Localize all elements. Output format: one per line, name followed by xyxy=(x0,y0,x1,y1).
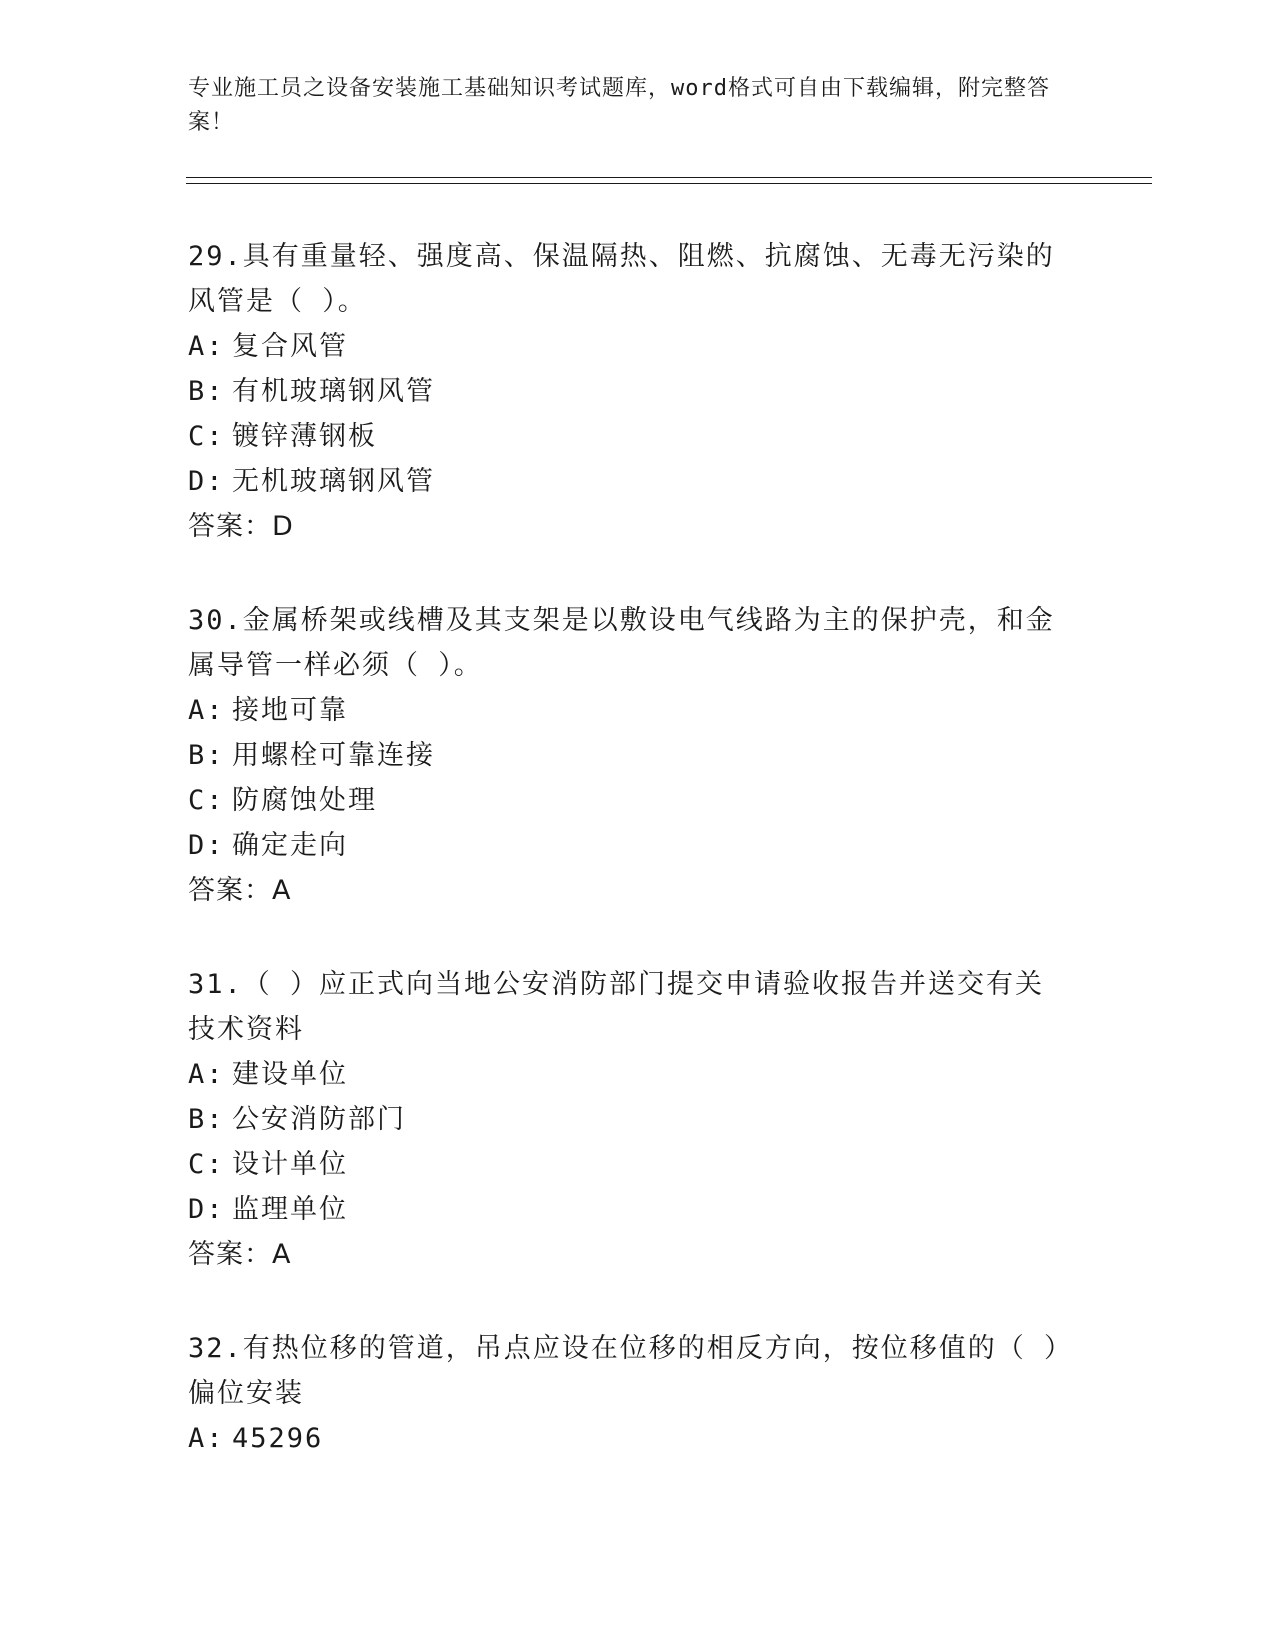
option-letter: D: xyxy=(188,1194,225,1225)
question-29 xyxy=(188,234,1068,550)
option-text: 确定走向 xyxy=(232,830,348,861)
option-b xyxy=(188,369,1068,414)
option-text: 复合风管 xyxy=(232,331,348,362)
question-stem: 29.具有重量轻、强度高、保温隔热、阻燃、抗腐蚀、无毒无污染的风管是（ ）。 xyxy=(188,241,1055,317)
option-letter: B: xyxy=(188,1104,225,1135)
option-text: 防腐蚀处理 xyxy=(232,785,377,816)
header-divider-bottom xyxy=(186,183,1152,184)
answer-label: 答案： xyxy=(188,511,272,542)
option-text: 建设单位 xyxy=(232,1059,348,1090)
answer-line xyxy=(188,504,1068,550)
option-letter: B: xyxy=(188,376,225,407)
option-a xyxy=(188,324,1068,369)
option-text: 用螺栓可靠连接 xyxy=(232,740,435,771)
question-stem: 30.金属桥架或线槽及其支架是以敷设电气线路为主的保护壳，和金属导管一样必须（ ）。 xyxy=(188,605,1055,681)
option-text: 设计单位 xyxy=(232,1149,348,1180)
option-c xyxy=(188,1142,1068,1187)
header-text: 专业施工员之设备安装施工基础知识考试题库，word格式可自由下载编辑，附完整答案！ xyxy=(188,76,1050,135)
header-divider-top xyxy=(186,177,1152,178)
question-31 xyxy=(188,962,1068,1278)
option-a xyxy=(188,688,1068,733)
option-letter: A: xyxy=(188,1059,225,1090)
option-letter: C: xyxy=(188,421,225,452)
answer-value: A xyxy=(272,1239,292,1270)
option-letter: B: xyxy=(188,740,225,771)
document-header xyxy=(188,72,1068,140)
option-c xyxy=(188,414,1068,459)
answer-line xyxy=(188,868,1068,914)
option-text: 监理单位 xyxy=(232,1194,348,1225)
option-text: 有机玻璃钢风管 xyxy=(232,376,435,407)
option-d xyxy=(188,1187,1068,1232)
option-letter: A: xyxy=(188,331,225,362)
answer-label: 答案： xyxy=(188,1239,272,1270)
option-b xyxy=(188,1097,1068,1142)
option-d xyxy=(188,823,1068,868)
option-text: 公安消防部门 xyxy=(232,1104,406,1135)
option-a xyxy=(188,1416,1068,1461)
option-text: 45296 xyxy=(232,1423,324,1454)
option-letter: D: xyxy=(188,830,225,861)
option-d xyxy=(188,459,1068,504)
answer-value: A xyxy=(272,875,292,906)
option-letter: A: xyxy=(188,1423,225,1454)
option-text: 镀锌薄钢板 xyxy=(232,421,377,452)
question-30 xyxy=(188,598,1068,914)
answer-line xyxy=(188,1232,1068,1278)
answer-value: D xyxy=(272,511,294,542)
question-stem: 31.（ ）应正式向当地公安消防部门提交申请验收报告并送交有关技术资料 xyxy=(188,969,1045,1045)
option-text: 无机玻璃钢风管 xyxy=(232,466,435,497)
question-32 xyxy=(188,1326,1068,1461)
option-letter: D: xyxy=(188,466,225,497)
answer-label: 答案： xyxy=(188,875,272,906)
option-text: 接地可靠 xyxy=(232,695,348,726)
option-letter: C: xyxy=(188,785,225,816)
option-letter: A: xyxy=(188,695,225,726)
option-letter: C: xyxy=(188,1149,225,1180)
option-a xyxy=(188,1052,1068,1097)
option-b xyxy=(188,733,1068,778)
question-stem: 32.有热位移的管道，吊点应设在位移的相反方向，按位移值的（ ）偏位安装 xyxy=(188,1333,1060,1409)
option-c xyxy=(188,778,1068,823)
